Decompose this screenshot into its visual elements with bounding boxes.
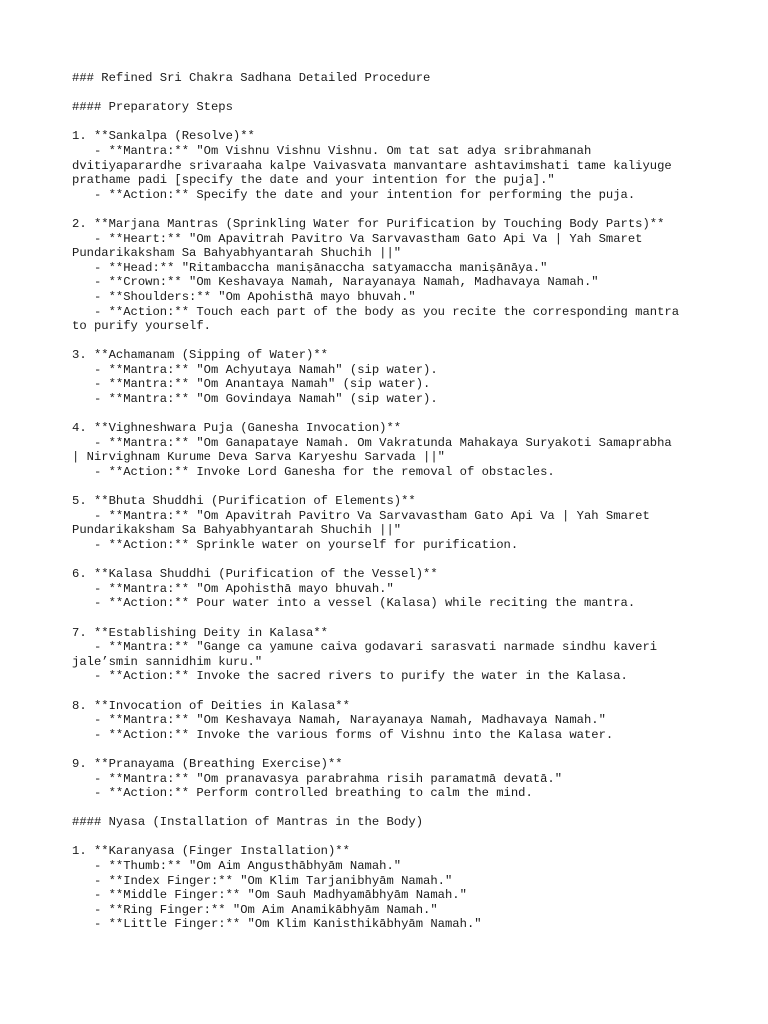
step-line: - **Crown:** "Om Keshavaya Namah, Narayanaya Namah, Madhavaya Namah." (72, 275, 599, 290)
step-line: dvitiyaparardhe srivaraaha kalpe Vaivasvata manvantare ashtavimshati tame kaliyuge (72, 158, 672, 173)
blank-line (72, 553, 712, 568)
blank-line (72, 801, 712, 816)
step-line: - **Ring Finger:** "Om Aim Anamikābhyām Namah." (72, 902, 438, 917)
blank-line (72, 684, 712, 699)
document-page (72, 71, 712, 932)
step-line: - **Mantra:** "Om Ganapataye Namah. Om Vakratunda Mahakaya Suryakoti Samaprabha (72, 435, 672, 450)
step-line: Pundarikaksham Sa Bahyabhyantarah Shuchih ||" (72, 246, 402, 261)
blank-line (72, 86, 712, 101)
step-heading: 9. **Pranayama (Breathing Exercise)** (72, 756, 343, 771)
step-heading: 1. **Sankalpa (Resolve)** (72, 129, 255, 144)
step-line: Pundarikaksham Sa Bahyabhyantarah Shuchih ||" (72, 523, 402, 538)
step-line: - **Mantra:** "Om Anantaya Namah" (sip water). (72, 377, 431, 392)
step-line: - **Action:** Touch each part of the body as you recite the corresponding mantra (72, 304, 680, 319)
step-line: - **Action:** Invoke Lord Ganesha for the removal of obstacles. (72, 465, 555, 480)
step-line: - **Index Finger:** "Om Klim Tarjanibhyām Namah." (72, 873, 453, 888)
blank-line (72, 830, 712, 845)
step-heading: 6. **Kalasa Shuddhi (Purification of the Vessel)** (72, 567, 438, 582)
blank-line (72, 611, 712, 626)
step-line: - **Mantra:** "Om Apohisthā mayo bhuvah." (72, 581, 394, 596)
blank-line (72, 480, 712, 495)
step-line: - **Middle Finger:** "Om Sauh Madhyamābhyām Namah." (72, 888, 467, 903)
blank-line (72, 742, 712, 757)
step-line: - **Mantra:** "Om Govindaya Namah" (sip water). (72, 392, 438, 407)
step-heading: 1. **Karanyasa (Finger Installation)** (72, 844, 350, 859)
step-line: to purify yourself. (72, 319, 211, 334)
step-line: - **Action:** Sprinkle water on yourself for purification. (72, 538, 519, 552)
step-line: | Nirvighnam Kurume Deva Sarva Karyeshu Sarvada ||" (72, 450, 445, 465)
step-line: - **Mantra:** "Om Apavitrah Pavitro Va Sarvavastham Gato Api Va | Yah Smaret (72, 508, 650, 523)
step-line: jale’smin sannidhim kuru." (72, 654, 263, 669)
step-line: - **Mantra:** "Om Vishnu Vishnu Vishnu. Om tat sat adya sribrahmanah (72, 143, 592, 158)
step-heading: 2. **Marjana Mantras (Sprinkling Water for Purification by Touching Body Parts)** (72, 216, 665, 231)
step-line: - **Action:** Specify the date and your intention for performing the puja. (72, 187, 636, 202)
doc-title: ### Refined Sri Chakra Sadhana Detailed Procedure (72, 71, 431, 85)
step-heading: 8. **Invocation of Deities in Kalasa** (72, 698, 350, 713)
blank-line (72, 115, 712, 130)
step-line: - **Action:** Invoke the sacred rivers to purify the water in the Kalasa. (72, 669, 628, 684)
blank-line (72, 407, 712, 422)
step-line: - **Mantra:** "Om Achyutaya Namah" (sip water). (72, 362, 438, 377)
step-heading: 4. **Vighneshwara Puja (Ganesha Invocation)** (72, 421, 402, 436)
step-line: - **Mantra:** "Om Keshavaya Namah, Narayanaya Namah, Madhavaya Namah." (72, 713, 606, 728)
step-line: - **Action:** Perform controlled breathing to calm the mind. (72, 786, 533, 801)
step-heading: 5. **Bhuta Shuddhi (Purification of Elements)** (72, 494, 416, 509)
step-line: - **Shoulders:** "Om Apohisthā mayo bhuvah." (72, 289, 416, 304)
section-heading-preparatory: #### Preparatory Steps (72, 100, 233, 115)
step-heading: 3. **Achamanam (Sipping of Water)** (72, 348, 328, 363)
step-line: prathame padi [specify the date and your intention for the puja]." (72, 173, 555, 188)
step-heading: 7. **Establishing Deity in Kalasa** (72, 625, 328, 640)
step-line: - **Heart:** "Om Apavitrah Pavitro Va Sarvavastham Gato Api Va | Yah Smaret (72, 231, 643, 246)
blank-line (72, 202, 712, 217)
blank-line (72, 334, 712, 349)
step-line: - **Mantra:** "Gange ca yamune caiva godavari sarasvati narmade sindhu kaveri (72, 640, 658, 655)
step-line: - **Head:** "Ritambaccha maniṣānaccha satyamaccha maniṣānāya." (72, 260, 548, 275)
step-line: - **Thumb:** "Om Aim Angusthābhyām Namah." (72, 859, 402, 874)
section-heading-nyasa: #### Nyasa (Installation of Mantras in the Body) (72, 815, 424, 830)
step-line: - **Action:** Invoke the various forms of Vishnu into the Kalasa water. (72, 727, 614, 742)
step-line: - **Mantra:** "Om pranavasya parabrahma risih paramatmā devatā." (72, 771, 563, 786)
step-line: - **Little Finger:** "Om Klim Kanisthikābhyām Namah." (72, 917, 482, 932)
step-line: - **Action:** Pour water into a vessel (Kalasa) while reciting the mantra. (72, 596, 636, 611)
